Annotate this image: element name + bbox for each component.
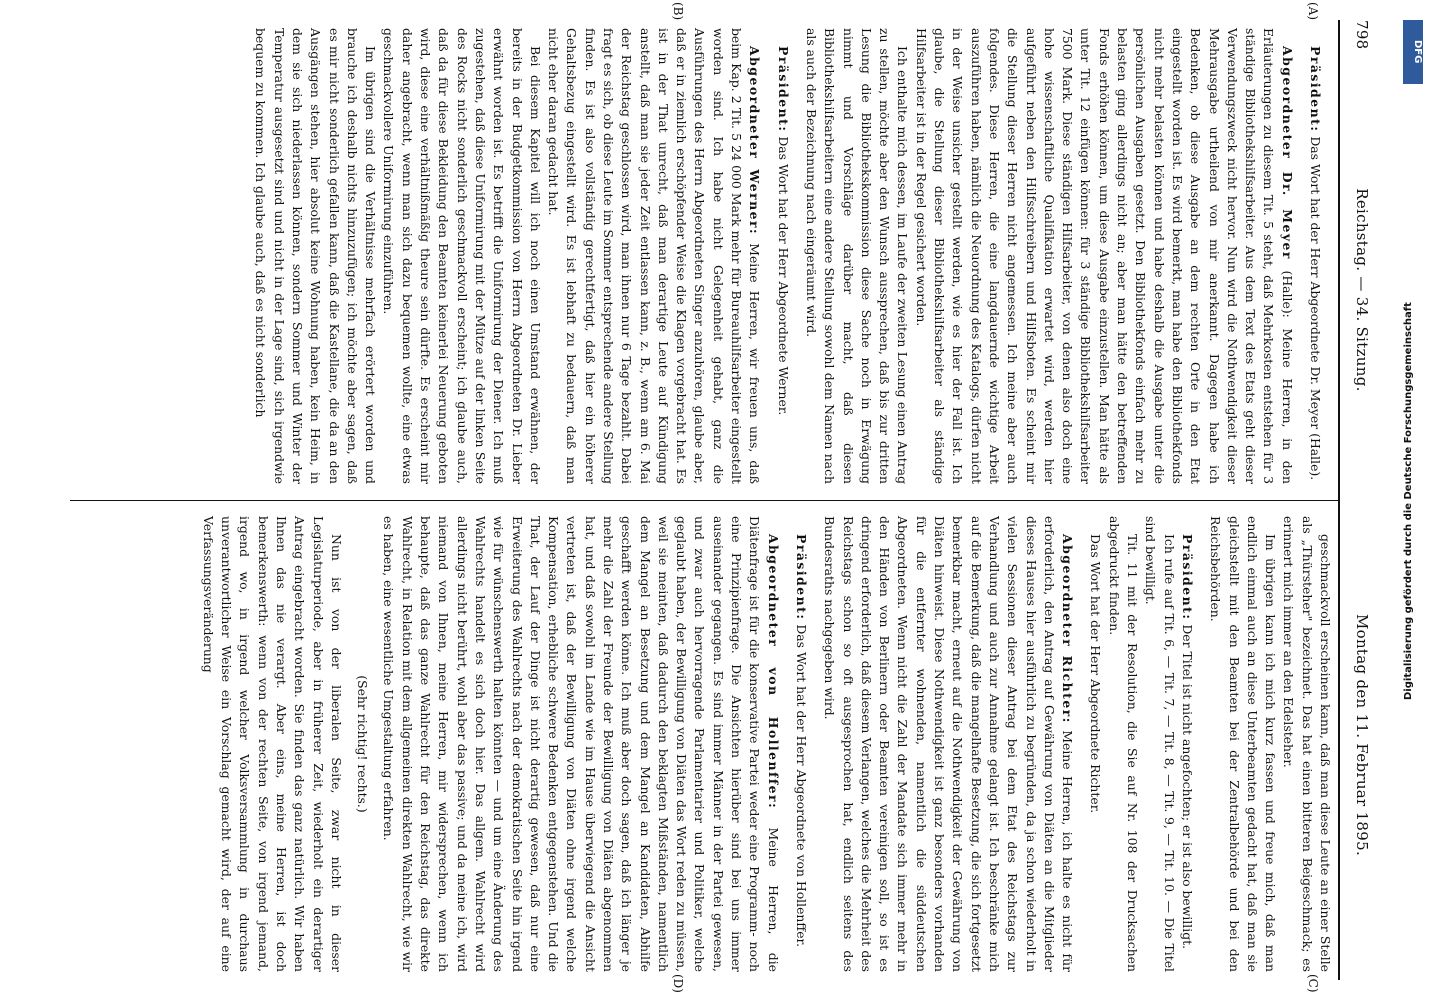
speaker-name: Präsident: xyxy=(775,46,791,133)
header-title-right: Montag den 11. Februar 1895. xyxy=(1353,613,1371,857)
paragraph-text: Bei diesem Kapitel will ich noch einen Umstand erwähnen, der bereits in der Budgetkommission von Herrn Abgeordneten Dr. Lieber erwähnt worden ist. Es betrifft die Uniformirung der Diener. Ich muß zugestehen, daß diese Uniformirung mit der Mütze auf der linken Seite des Rocks nicht sonderlich geschmackvoll erscheint; ich glaube auch, daß da für diese Bekleidung den Beamten keinerlei Neuerung geboten wird, diese eine verhältnißmäßig theure sein dürfte. Es erscheint mir daher angebracht, wenn man sich dazu bequemen wollte, eine etwas geschmackvollere Uniformirung einzuführen. xyxy=(381,28,543,484)
paragraph-text: Das Wort hat der Herr Abgeordnete Richter. xyxy=(1088,534,1104,814)
speaker-name: Abgeordneter Richter: xyxy=(1060,534,1076,724)
page-header xyxy=(1342,20,1382,980)
paragraph xyxy=(353,516,371,972)
paragraph-text: (Sehr richtig! rechts.) xyxy=(355,675,371,813)
paragraph-text: Das Wort hat der Herr Abgeordnete von Hollenffer. xyxy=(793,620,809,948)
paragraph-text: geschmackvoll erscheinen kann, daß man diese Leute an einer Stelle als „Thürsteher" bezeichnet. Das hat einen bitteren Beigeschmack; es erinnert mich immer an den Edelsteher. xyxy=(1281,516,1333,972)
paragraph xyxy=(1141,516,1178,972)
margin-mark-a: (A) xyxy=(1306,2,1320,21)
speaker-name: Präsident: xyxy=(793,534,809,621)
paragraph xyxy=(1206,516,1279,972)
text-column-left xyxy=(251,28,1334,484)
paragraph xyxy=(1279,516,1334,972)
paragraph-text: Ich enthalte mich dessen, im Laufe der zweiten Lesung einen Antrag zu stellen, möchte aber den Wunsch aussprechen, daß bis zur dritten Lesung die Bibliothekskommission diese Sache noch in Erwägung nimmt und Vorschläge darüber macht, daß diesen Bibliothekshilfsarbeitern eine andere Stellung sowohl dem Namen nach als auch der Bezeichnung nach eingeräumt wird. xyxy=(803,28,911,484)
paragraph xyxy=(251,28,379,484)
paragraph xyxy=(1306,28,1324,484)
paragraph xyxy=(1178,516,1196,972)
paragraph xyxy=(911,28,1295,484)
paragraph-text: Der Titel ist nicht angefochten; er ist also bewilligt. xyxy=(1179,620,1195,950)
paragraph xyxy=(1104,516,1141,972)
paragraph-text: Das Wort hat der Herr Abgeordnete Dr. Meyer (Halle). xyxy=(1308,132,1323,481)
margin-mark-d: (D) xyxy=(671,974,685,993)
paragraph-text: Meine Herren, ich halte es nicht für erforderlich, den Antrag auf Gewährung von Diäten an die Mitglieder dieses Hauses hier ausführlich zu begründen, da ja schon wiederholt in vielen Sessionen dieser Antrag bei dem Etat des Reichstags zur Verhandlung und auch zur Annahme gelangt ist. Ich beschränke mich auf die Bemerkung, daß die mangelhafte Besetzung, die sich fortgesetzt bemerkbar macht, erneut auf die Nothwendigkeit der Gewährung von Diäten hinweist. Diese Nothwendigkeit ist ganz besonders vorhanden für die entfernter wohnenden, namentlich die süddeutschen Abgeordneten. Wenn nicht die Zahl der Mandate sich immer mehr in den Händen von Berlinern oder Beamten vereinigen soll, so ist es dringend erforderlich, daß diesem Verlangen, welches die Mehrheit des Reichstags schon so oft ausgesprochen hat, endlich seitens des Bundesraths nachgegeben wird. xyxy=(822,516,1076,972)
paragraph xyxy=(792,516,810,972)
paragraph-text: Das Wort hat der Herr Abgeordnete Werner. xyxy=(775,132,791,416)
paragraph xyxy=(1086,516,1104,972)
paragraph xyxy=(379,516,782,972)
paragraph-text: Im übrigen sind die Verhältnisse mehrfach erörtert worden und brauche ich deshalb nichts hinzuzufügen; ich möchte aber sagen, daß es mir nicht sonderlich gefallen kann, daß die Kastellane, die da an den Ausgängen stehen, hier absolut keine Wohnung haben, kein Heim, in dem sie sich niederlassen können, sondern Sommer und Winter der Temperatur ausgesetzt sind und nicht in der Lage sind, sich irgendwie bequem zu kommen. Ich glaube auch, daß es nicht sonderlich xyxy=(253,28,379,484)
speaker-name: Präsident: xyxy=(1179,534,1195,621)
text-column-right xyxy=(198,516,1334,972)
paragraph xyxy=(802,28,912,484)
paragraph-text: Im übrigen kann ich mich kurz fassen und freue mich, daß man endlich einmal auch an diese Unterbeamten gedacht hat, daß man sie gleichstellt mit den Beamten bei der Zentralbehörde und bei den Reichsbehörden. xyxy=(1208,516,1279,972)
speaker-name: Abgeordneter Dr. Meyer xyxy=(1279,46,1295,260)
paragraph-text: Ich rufe auf Tit. 6, — Tit. 7, — Tit. 8, — Tit. 9, — Tit. 10. — Die Titel sind bewilligt. xyxy=(1143,516,1177,972)
column-divider xyxy=(70,500,1340,501)
paragraph-text: Meine Herren, wir freuen uns, daß beim Kap. 2 Tit. 5 24 000 Mark mehr für Bureauhilfsarbeiter eingestellt worden sind. Ich habe nicht Gelegenheit gehabt, ganz die Ausführungen des Herrn Abgeordneten Singer anzuhören, glaube aber, daß er in ziemlich erschöpfender Weise die Klagen vorgebracht hat. Es ist in der That unrecht, daß man derartige Leute auf Kündigung anstellt, daß man sie jeder Zeit entlassen kann, z. B., wenn am 6. Mai der Reichstag geschlossen wird, man ihnen nur 6 Tage bezahlt. Dabei fragt es sich, ob diese Leute im Sommer entsprechende andere Stellung finden. Es ist also vollständig gerechtfertigt, daß hier ein höherer Gehaltsbezug eingestellt wird. Es ist lebhaft zu bedauern, daß man nicht eher daran gedacht hat. xyxy=(546,28,763,484)
paragraph xyxy=(544,28,764,484)
paragraph-text: Tit. 11 mit der Resolution, die Sie auf Nr. 108 der Drucksachen abgedruckt finden. xyxy=(1106,516,1141,972)
margin-mark-b: (B) xyxy=(671,2,685,21)
digitization-sidebar xyxy=(1400,20,1426,980)
paragraph-text: Meine Herren, die Diätenfrage ist für die konservative Partei weder eine Programm- noch eine Prinzipienfrage. Die Ansichten hierüber sind bei uns immer auseinander gegangen. Es sind immer Männer in der Partei gewesen, und zwar auch hervorragende Parlamentarier und Politiker, welche geglaubt haben, der Bewilligung von Diäten das Wort reden zu müssen, weil sie meinten, daß dadurch den beklagten Mißständen, namentlich dem Mangel an Besetzung und dem Mangel an Kandidaten, Abhilfe geschafft werden könne. Ich muß aber doch sagen, daß ich länger je mehr die Zahl der Freunde der Bewilligung von Diäten abgenommen hat, und daß sowohl im Lande wie im Hause überwiegend die Ansicht vertreten ist, daß der Bewilligung von Diäten ohne irgend welche Kompensation, erhebliche schwere Bedenken entgegenstehen. Und die That, der Lauf der Dinge ist nicht derartig gewesen, daß nur eine Erweiterung des Wahlrechts nach der demokratischen Seite hin irgend wie für wünschenswerth halten könnten — und um eine Änderung des Wahlrechts handelt es sich doch hier. Das allgem. Wahlrecht wird allerdings nicht berührt, wohl aber das passive; und da meine ich, wird niemand von Ihnen, meine Herren, mir widersprechen, wenn ich behaupte, daß das ganze Wahlrecht für den Reichstag, das direkte Wahlrecht, in Relation mit dem allgemeinen direkten Wahlrecht, wie wir es haben, eine wesentliche Umgestaltung erfahren. xyxy=(381,516,781,972)
dfg-logo: DFG xyxy=(1403,20,1423,84)
page-number: 798 xyxy=(1353,20,1371,50)
speaker-name: Präsident: xyxy=(1308,46,1323,133)
speaker-name: Abgeordneter Werner: xyxy=(747,46,763,236)
paragraph xyxy=(379,28,544,484)
paragraph xyxy=(773,28,791,484)
scan-sheet xyxy=(50,0,1390,1000)
paragraph xyxy=(198,516,344,972)
margin-mark-c: (C) xyxy=(1306,974,1320,993)
newspaper-page xyxy=(50,0,1390,1000)
paragraph-text: Nun ist von der liberalen Seite, zwar nicht in dieser Legislaturperiode, aber in früherer Zeit, wiederholt ein derartiger Antrag eingebracht worden. Sie finden das ganz natürlich. Wir haben Ihnen das nie verargt. Aber eins, meine Herren, ist doch bemerkenswerth: wenn von der rechten Seite, von irgend jemand, irgend wo, in irgend welcher Volksversammlung in durchaus unverantwortlicher Weise ein Vorschlag gemacht wird, der auf eine Verfassungsveränderung xyxy=(200,516,344,972)
paragraph-text: (Halle): Meine Herren, in den Erläuterungen zu diesem Tit. 5 steht, daß Mehrkosten entstehen für 3 ständige Bibliothekshilfsarbeiter. Aus dem Text des Etats geht dieser Verwendungszweck nicht hervor. Nun wird die Nothwendigkeit dieser Mehrausgabe urtheilend von mir anerkannt. Dagegen habe ich Bedenken, ob diese Ausgabe an dem rechten Orte in den Etat eingestellt worden ist. Es wird bemerkt, man habe den Bibliothekfonds nicht mehr belasten können und habe deshalb die Ausgabe unter die persönlichen Ausgaben gesetzt. Den Bibliothekfonds einfach mehr zu belasten ging allerdings nicht an; aber man hätte den betreffenden Fonds erhöhen können, um diese Ausgabe einzustellen. Man hätte als unter Tit. 12 einfügen können: für 3 ständige Bibliothekshilfsarbeiter 7500 Mark. Diese ständigen Hilfsarbeiter, von denen also doch eine hohe wissenschaftliche Qualifikation erwartet wird, werden hier aufgeführt neben den Hilfsschreibern und Hilfsboten. Es scheint mir die Stellung dieser Herren nicht angemessen. Ich meine aber auch folgendes. Diese Herren, die eine langdauernde wichtige Arbeit auszuführen haben, nämlich die Neuordnung des Katalogs, dürfen nicht in der Weise unsicher gestellt werden, wie es hier der Fall ist. Ich glaube, die Stellung dieser Bibliothekshilfsarbeiter als ständige Hilfsarbeiter ist in der Regel gesichert worden. xyxy=(913,28,1295,484)
speaker-name: Abgeordneter von Hollenffer: xyxy=(765,534,781,810)
paragraph xyxy=(820,516,1076,972)
digitization-note: Digitalisierung gefördert durch die Deutsche Forschungsgemeinschaft xyxy=(1403,302,1414,700)
header-title-left: Reichstag. — 34. Sitzung. xyxy=(1353,188,1371,392)
